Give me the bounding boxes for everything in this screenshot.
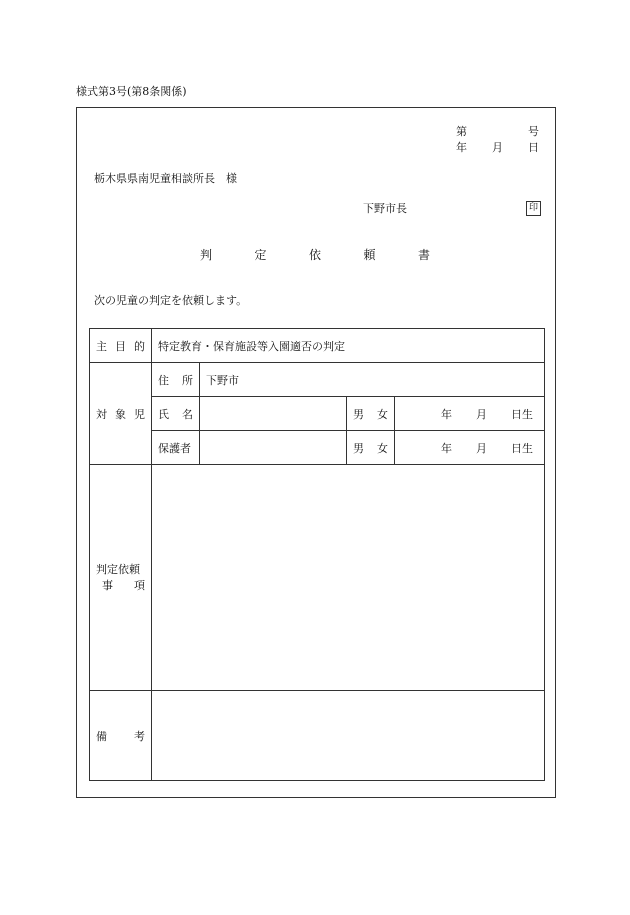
date-day: 日 <box>528 141 539 154</box>
guardian-label: 保護者 <box>152 431 200 465</box>
request-items-label: 判定依頼 事 項 <box>90 465 152 691</box>
notes-label: 備 考 <box>90 691 152 781</box>
number-suffix: 号 <box>528 125 539 138</box>
request-form-table <box>89 328 545 781</box>
form-number: 様式第3号(第8条関係) <box>76 85 187 98</box>
number-prefix: 第 <box>456 125 467 138</box>
document-title: 判 定 依 頼 書 <box>200 248 430 262</box>
date-year: 年 <box>456 141 467 154</box>
guardian-gender[interactable]: 男 女 <box>347 431 395 465</box>
purpose-row <box>90 329 545 363</box>
child-gender[interactable]: 男 女 <box>347 397 395 431</box>
address-value[interactable]: 下野市 <box>200 363 545 397</box>
notes-value[interactable] <box>152 691 545 781</box>
request-items-row <box>90 465 545 691</box>
notes-row <box>90 691 545 781</box>
name-label: 氏 名 <box>152 397 200 431</box>
purpose-value[interactable]: 特定教育・保育施設等入園適否の判定 <box>152 329 545 363</box>
purpose-label: 主 目 的 <box>90 329 152 363</box>
addressee: 栃木県県南児童相談所長 様 <box>94 172 237 185</box>
sender: 下野市長 <box>363 202 407 215</box>
subject-label: 対 象 児 <box>90 363 152 465</box>
name-row <box>90 397 545 431</box>
address-row <box>90 363 545 397</box>
guardian-value[interactable] <box>200 431 347 465</box>
guardian-birthdate[interactable]: 年 月 日生 <box>395 431 545 465</box>
intro-text: 次の児童の判定を依頼します。 <box>94 294 248 307</box>
guardian-row <box>90 431 545 465</box>
seal-stamp: 印 <box>526 201 541 216</box>
child-birthdate[interactable]: 年 月 日生 <box>395 397 545 431</box>
address-label: 住 所 <box>152 363 200 397</box>
name-value[interactable] <box>200 397 347 431</box>
date-month: 月 <box>492 141 503 154</box>
request-items-value[interactable] <box>152 465 545 691</box>
